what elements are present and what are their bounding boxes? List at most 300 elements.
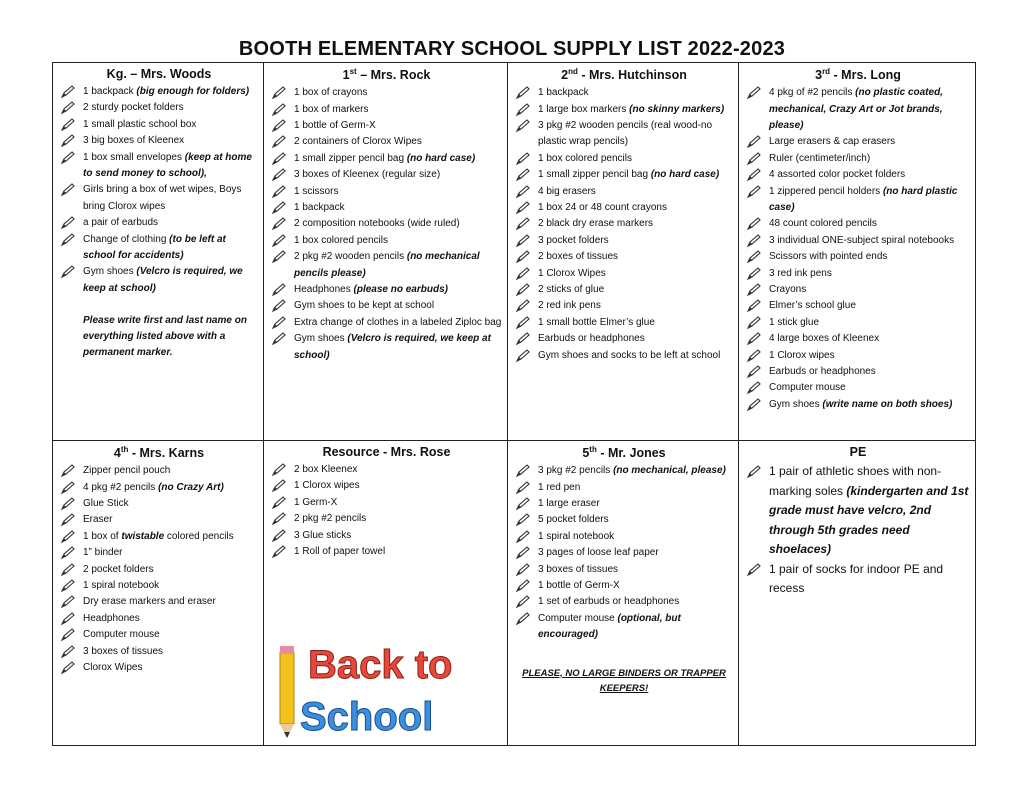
item-text: 4 large boxes of Kleenex xyxy=(769,333,880,345)
list-item xyxy=(270,233,503,249)
item-note: (no hard case) xyxy=(406,152,476,164)
item-text: 1 bottle of Germ-X xyxy=(294,119,376,131)
item-text: 1 small plastic school box xyxy=(83,118,197,130)
item-note: (to be left at school for accidents) xyxy=(83,233,226,262)
item-text: 1 box colored pencils xyxy=(294,234,388,246)
pencil-icon xyxy=(60,497,76,511)
pencil-icon xyxy=(746,332,762,346)
list-item xyxy=(270,511,503,527)
pencil-icon xyxy=(60,85,76,99)
item-note: (please no earbuds) xyxy=(353,284,448,296)
item-text: Clorox Wipes xyxy=(83,662,143,674)
item-note: (no plastic coated, mechanical, Crazy Art or Jot brands, please) xyxy=(769,87,943,131)
item-text: 1 Germ-X xyxy=(294,496,338,508)
pencil-icon xyxy=(515,299,531,313)
item-text: 2 boxes of tissues xyxy=(538,251,619,263)
list-item xyxy=(270,462,503,478)
list-item xyxy=(745,315,971,331)
pencil-icon xyxy=(746,563,762,577)
list-item xyxy=(514,102,734,118)
supply-list xyxy=(514,463,734,643)
pencil-icon xyxy=(515,513,531,527)
pencil-icon xyxy=(515,168,531,182)
item-text: 5 pocket folders xyxy=(538,514,609,526)
item-text: 3 boxes of tissues xyxy=(83,645,164,657)
list-item xyxy=(514,594,734,610)
item-text: 4 big erasers xyxy=(538,185,596,197)
list-item xyxy=(514,167,734,183)
list-item xyxy=(745,560,971,599)
item-text: 3 pocket folders xyxy=(538,234,609,246)
list-item xyxy=(514,266,734,282)
pencil-icon xyxy=(271,463,287,477)
pencil-icon xyxy=(271,332,287,346)
item-text: 1 scissors xyxy=(294,185,339,197)
item-text: Change of clothing xyxy=(83,233,170,245)
item-note: (Velcro is required, we keep at school) xyxy=(83,266,243,294)
pencil-icon xyxy=(515,152,531,166)
item-text: 1 small zipper pencil bag xyxy=(294,152,407,164)
pencil-icon xyxy=(271,119,287,133)
list-item xyxy=(514,249,734,265)
item-text: 1 small zipper pencil bag xyxy=(538,169,651,181)
item-text: 1 box of xyxy=(83,530,122,542)
item-text: Scissors with pointed ends xyxy=(769,251,888,263)
item-text: 1 zippered pencil holders xyxy=(769,185,883,197)
item-text: 4 pkg #2 pencils xyxy=(83,481,159,493)
column-heading: Kg. – Mrs. Woods xyxy=(106,67,212,81)
supply-list xyxy=(514,85,734,364)
item-text: Extra change of clothes in a labeled Ziploc bag xyxy=(294,316,502,328)
list-item xyxy=(59,480,259,496)
item-text: 3 big boxes of Kleenex xyxy=(83,135,185,147)
pencil-icon xyxy=(746,316,762,330)
item-text: Elmer’s school glue xyxy=(769,300,856,312)
item-text: 3 pages of loose leaf paper xyxy=(538,547,659,559)
item-note: (no hard plastic case) xyxy=(769,185,958,213)
item-text: Eraser xyxy=(83,514,113,526)
list-item xyxy=(745,380,971,396)
pencil-icon xyxy=(515,579,531,593)
item-text: a pair of earbuds xyxy=(83,217,159,229)
pencil-icon xyxy=(60,481,76,495)
list-item xyxy=(745,233,971,249)
cell-fourth-grade xyxy=(53,441,264,745)
pencil-icon xyxy=(60,546,76,560)
item-text: 1” binder xyxy=(83,547,123,559)
pencil-icon xyxy=(515,595,531,609)
list-item xyxy=(514,216,734,232)
pencil-icon xyxy=(515,103,531,117)
list-item xyxy=(59,463,259,479)
cell-third-grade xyxy=(739,63,975,441)
list-item xyxy=(270,331,503,364)
cell-first-grade xyxy=(264,63,508,441)
pencil-icon xyxy=(515,316,531,330)
list-item xyxy=(745,462,971,560)
item-note: (optional, but encouraged) xyxy=(538,612,681,641)
list-item xyxy=(745,167,971,183)
pencil-icon xyxy=(746,168,762,182)
item-text: 3 pkg #2 pencils xyxy=(538,465,614,477)
pencil-icon xyxy=(271,479,287,493)
item-text: 1 large box markers xyxy=(538,103,630,115)
heading-number: 1 xyxy=(342,68,350,83)
pencil-icon xyxy=(60,101,76,115)
logo-line-2: School xyxy=(300,695,434,739)
item-text: 48 count colored pencils xyxy=(769,218,877,230)
list-item xyxy=(59,496,259,512)
pencil-icon xyxy=(60,563,76,577)
list-item xyxy=(514,85,734,101)
heading-ordinal: th xyxy=(589,445,597,454)
item-text: 1 set of earbuds or headphones xyxy=(538,596,680,608)
list-item xyxy=(59,545,259,561)
pencil-icon xyxy=(60,579,76,593)
item-text: 2 composition notebooks (wide ruled) xyxy=(294,218,460,230)
item-text: Computer mouse xyxy=(83,629,160,641)
item-text: 1 red pen xyxy=(538,481,581,493)
list-item xyxy=(59,100,259,116)
item-text-tail: colored pencils xyxy=(164,530,234,542)
pencil-icon xyxy=(746,250,762,264)
pencil-icon xyxy=(515,612,531,626)
list-item xyxy=(59,182,259,215)
pencil-icon xyxy=(746,381,762,395)
list-item xyxy=(514,348,734,364)
pencil-icon xyxy=(271,135,287,149)
cell-fifth-grade xyxy=(508,441,739,745)
list-item xyxy=(59,529,259,545)
pencil-icon xyxy=(515,530,531,544)
pencil-icon xyxy=(515,201,531,215)
list-item xyxy=(59,578,259,594)
pencil-icon xyxy=(60,612,76,626)
heading-number: 4 xyxy=(113,446,121,461)
item-text: Gym shoes xyxy=(294,333,348,345)
pencil-icon xyxy=(271,529,287,543)
item-text: 1 backpack xyxy=(83,86,137,97)
supply-list xyxy=(745,85,971,413)
pencil-icon xyxy=(515,332,531,346)
list-item xyxy=(59,117,259,133)
pencil-icon xyxy=(515,481,531,495)
supply-list xyxy=(745,462,971,599)
pencil-icon xyxy=(271,168,287,182)
list-item xyxy=(514,562,734,578)
list-item xyxy=(514,545,734,561)
pencil-icon xyxy=(60,645,76,659)
list-item xyxy=(745,184,971,217)
list-item xyxy=(270,167,503,183)
item-text: 2 pocket folders xyxy=(83,563,154,575)
item-text: 1 box of markers xyxy=(294,103,369,115)
cell-pe xyxy=(739,441,975,745)
list-item xyxy=(745,85,971,134)
pencil-icon xyxy=(60,628,76,642)
pencil-icon xyxy=(271,234,287,248)
column-footnote: Please write first and last name on everything listed above with a permanent marker. xyxy=(83,315,247,359)
item-text: 2 pkg #2 pencils xyxy=(294,513,367,525)
list-item xyxy=(59,562,259,578)
heading-ordinal: th xyxy=(120,445,129,454)
item-text: 1 box 24 or 48 count crayons xyxy=(538,202,667,213)
item-text: 2 black dry erase markers xyxy=(538,218,654,230)
pencil-icon xyxy=(271,250,287,264)
list-item xyxy=(59,594,259,610)
heading-ordinal: rd xyxy=(822,67,831,76)
supply-list xyxy=(270,462,503,560)
pencil-icon xyxy=(515,267,531,281)
pencil-icon xyxy=(271,316,287,330)
item-text: Large erasers & cap erasers xyxy=(769,136,896,148)
pencil-icon xyxy=(271,217,287,231)
item-text: 1 Roll of paper towel xyxy=(294,546,386,558)
list-item xyxy=(745,282,971,298)
item-text: Earbuds or headphones xyxy=(538,333,645,345)
list-item xyxy=(514,331,734,347)
list-item xyxy=(514,496,734,512)
item-text: Ruler (centimeter/inch) xyxy=(769,152,871,164)
pencil-icon xyxy=(515,546,531,560)
list-item xyxy=(59,215,259,231)
supply-list xyxy=(59,84,259,297)
item-text: Computer mouse xyxy=(538,612,618,624)
list-item xyxy=(745,216,971,232)
list-item xyxy=(270,315,503,331)
pencil-icon xyxy=(746,185,762,199)
item-text: 1 box small envelopes xyxy=(83,151,185,163)
item-text: 1 backpack xyxy=(294,202,345,213)
pencil-icon xyxy=(60,265,76,279)
item-text: 1 stick glue xyxy=(769,316,820,328)
list-item xyxy=(514,151,734,167)
heading-number: 2 xyxy=(561,68,569,83)
item-text: 3 boxes of tissues xyxy=(538,563,619,575)
back-to-school-logo xyxy=(270,632,480,742)
pencil-icon xyxy=(271,103,287,117)
pencil-icon xyxy=(515,349,531,363)
pencil-icon xyxy=(60,513,76,527)
column-heading: Resource - Mrs. Rose xyxy=(322,445,451,459)
logo-line-1: Back to xyxy=(308,643,453,687)
pencil-icon xyxy=(271,299,287,313)
heading-ordinal: nd xyxy=(568,67,578,76)
list-item xyxy=(270,478,503,494)
item-note: (no mechanical pencils please) xyxy=(294,251,480,279)
pencil-icon xyxy=(60,661,76,675)
list-item xyxy=(270,282,503,298)
list-item xyxy=(59,264,259,297)
item-text: 1 spiral notebook xyxy=(538,530,615,542)
list-item xyxy=(745,397,971,413)
pencil-icon xyxy=(60,233,76,247)
cell-second-grade xyxy=(508,63,739,441)
list-item xyxy=(745,134,971,150)
item-text: Dry erase markers and eraser xyxy=(83,596,216,608)
item-text: 4 assorted color pocket folders xyxy=(769,169,906,181)
item-text: 2 red ink pens xyxy=(538,300,601,312)
item-text: 1 pair of athletic shoes with non-marking soles xyxy=(769,464,942,498)
item-text: Gym shoes xyxy=(769,398,823,410)
item-text: 3 red ink pens xyxy=(769,267,832,279)
item-text: Headphones xyxy=(83,612,140,624)
pencil-icon xyxy=(746,283,762,297)
item-note: (no Crazy Art) xyxy=(158,481,224,493)
pencil-icon xyxy=(271,86,287,100)
item-text: 1 Clorox wipes xyxy=(769,349,835,361)
pencil-icon xyxy=(515,119,531,133)
heading-number: 5 xyxy=(582,446,590,461)
item-text: 1 small bottle Elmer’s glue xyxy=(538,316,655,328)
pencil-icon xyxy=(60,183,76,197)
column-heading: PE xyxy=(849,445,867,459)
heading-teacher: - Mrs. Long xyxy=(830,68,901,83)
list-item xyxy=(270,85,503,101)
pencil-icon xyxy=(746,86,762,100)
list-item xyxy=(745,331,971,347)
pencil-icon xyxy=(515,497,531,511)
list-item xyxy=(514,233,734,249)
pencil-icon xyxy=(271,283,287,297)
pencil-icon xyxy=(515,283,531,297)
heading-teacher: - Mrs. Karns xyxy=(128,446,205,461)
pencil-icon xyxy=(60,464,76,478)
item-text: Headphones xyxy=(294,284,354,296)
list-item xyxy=(745,348,971,364)
column-heading xyxy=(514,445,734,460)
item-text: Zipper pencil pouch xyxy=(83,465,171,477)
item-text: 1 large eraser xyxy=(538,497,600,509)
pencil-graphic xyxy=(280,646,294,738)
item-text: 2 containers of Clorox Wipes xyxy=(294,136,422,148)
list-item xyxy=(270,216,503,232)
pencil-icon xyxy=(746,365,762,379)
item-note: (Velcro is required, we keep at school) xyxy=(294,333,491,361)
column-heading xyxy=(270,67,503,82)
supply-list xyxy=(59,463,259,676)
list-item xyxy=(270,118,503,134)
column-heading xyxy=(514,67,734,82)
pencil-icon xyxy=(515,234,531,248)
heading-teacher: – Mrs. Rock xyxy=(356,68,431,83)
list-item xyxy=(745,249,971,265)
pencil-icon xyxy=(515,563,531,577)
pencil-icon xyxy=(515,250,531,264)
list-item xyxy=(514,315,734,331)
list-item xyxy=(270,151,503,167)
heading-ordinal: st xyxy=(349,67,357,76)
item-note: (no mechanical, please) xyxy=(613,465,726,477)
list-item xyxy=(270,298,503,314)
list-item xyxy=(514,282,734,298)
list-item xyxy=(745,364,971,380)
item-text: 1 Clorox Wipes xyxy=(538,267,606,279)
column-heading xyxy=(59,445,259,460)
list-item xyxy=(270,184,503,200)
pencil-icon xyxy=(746,152,762,166)
list-item xyxy=(745,151,971,167)
pencil-icon xyxy=(746,465,762,479)
heading-teacher: - Mr. Jones xyxy=(596,446,666,461)
pencil-icon xyxy=(271,185,287,199)
pencil-icon xyxy=(271,152,287,166)
item-text: 1 box of crayons xyxy=(294,87,368,99)
cell-kindergarten xyxy=(53,63,264,441)
supply-list xyxy=(270,85,503,364)
supply-table xyxy=(52,62,976,746)
list-item xyxy=(514,578,734,594)
item-text: Crayons xyxy=(769,284,807,296)
item-text: 1 Clorox wipes xyxy=(294,480,360,492)
item-note: (big enough for folders) xyxy=(136,86,250,97)
list-item xyxy=(59,611,259,627)
pencil-icon xyxy=(746,217,762,231)
item-text: 1 box colored pencils xyxy=(538,152,632,164)
pencil-icon xyxy=(271,496,287,510)
column-footnote: PLEASE, NO LARGE BINDERS OR TRAPPER KEEPERS! xyxy=(522,667,726,694)
pencil-icon xyxy=(60,134,76,148)
item-text: Earbuds or headphones xyxy=(769,366,876,378)
list-item xyxy=(59,133,259,149)
list-item xyxy=(59,84,259,100)
list-item xyxy=(59,660,259,676)
item-text: 3 pkg #2 wooden pencils (real wood-no plastic wrap pencils) xyxy=(538,119,712,148)
list-item xyxy=(514,529,734,545)
list-item xyxy=(270,200,503,216)
pencil-icon xyxy=(746,299,762,313)
item-text: 1 backpack xyxy=(538,87,589,99)
list-item xyxy=(514,463,734,479)
pencil-icon xyxy=(746,267,762,281)
list-item xyxy=(270,528,503,544)
item-note: twistable xyxy=(121,530,165,542)
list-item xyxy=(270,249,503,282)
list-item xyxy=(514,512,734,528)
pencil-icon xyxy=(515,86,531,100)
pencil-icon xyxy=(60,118,76,132)
list-item xyxy=(514,611,734,644)
item-text: 2 pkg #2 wooden pencils xyxy=(294,251,407,263)
list-item xyxy=(59,644,259,660)
item-text: 2 sticks of glue xyxy=(538,284,605,296)
list-item xyxy=(514,298,734,314)
pencil-icon xyxy=(60,530,76,544)
item-text: 3 Glue sticks xyxy=(294,529,352,541)
item-note: (write name on both shoes) xyxy=(822,398,953,410)
list-item xyxy=(270,495,503,511)
list-item xyxy=(514,200,734,216)
page-title: BOOTH ELEMENTARY SCHOOL SUPPLY LIST 2022-2023 xyxy=(238,38,786,60)
list-item xyxy=(270,544,503,560)
item-text: 2 box Kleenex xyxy=(294,464,358,475)
item-text: Gym shoes xyxy=(83,266,137,278)
item-text: 1 spiral notebook xyxy=(83,580,160,591)
item-text: 2 sturdy pocket folders xyxy=(83,102,184,114)
list-item xyxy=(59,150,259,183)
list-item xyxy=(270,134,503,150)
pencil-icon xyxy=(60,216,76,230)
pencil-icon xyxy=(746,234,762,248)
list-item xyxy=(514,118,734,151)
item-text: Glue Stick xyxy=(83,497,129,509)
pencil-icon xyxy=(515,217,531,231)
pencil-icon xyxy=(60,151,76,165)
item-text: 3 individual ONE-subject spiral notebooks xyxy=(769,234,955,246)
list-item xyxy=(514,480,734,496)
pencil-icon xyxy=(60,595,76,609)
item-text: 4 pkg of #2 pencils xyxy=(769,87,856,99)
